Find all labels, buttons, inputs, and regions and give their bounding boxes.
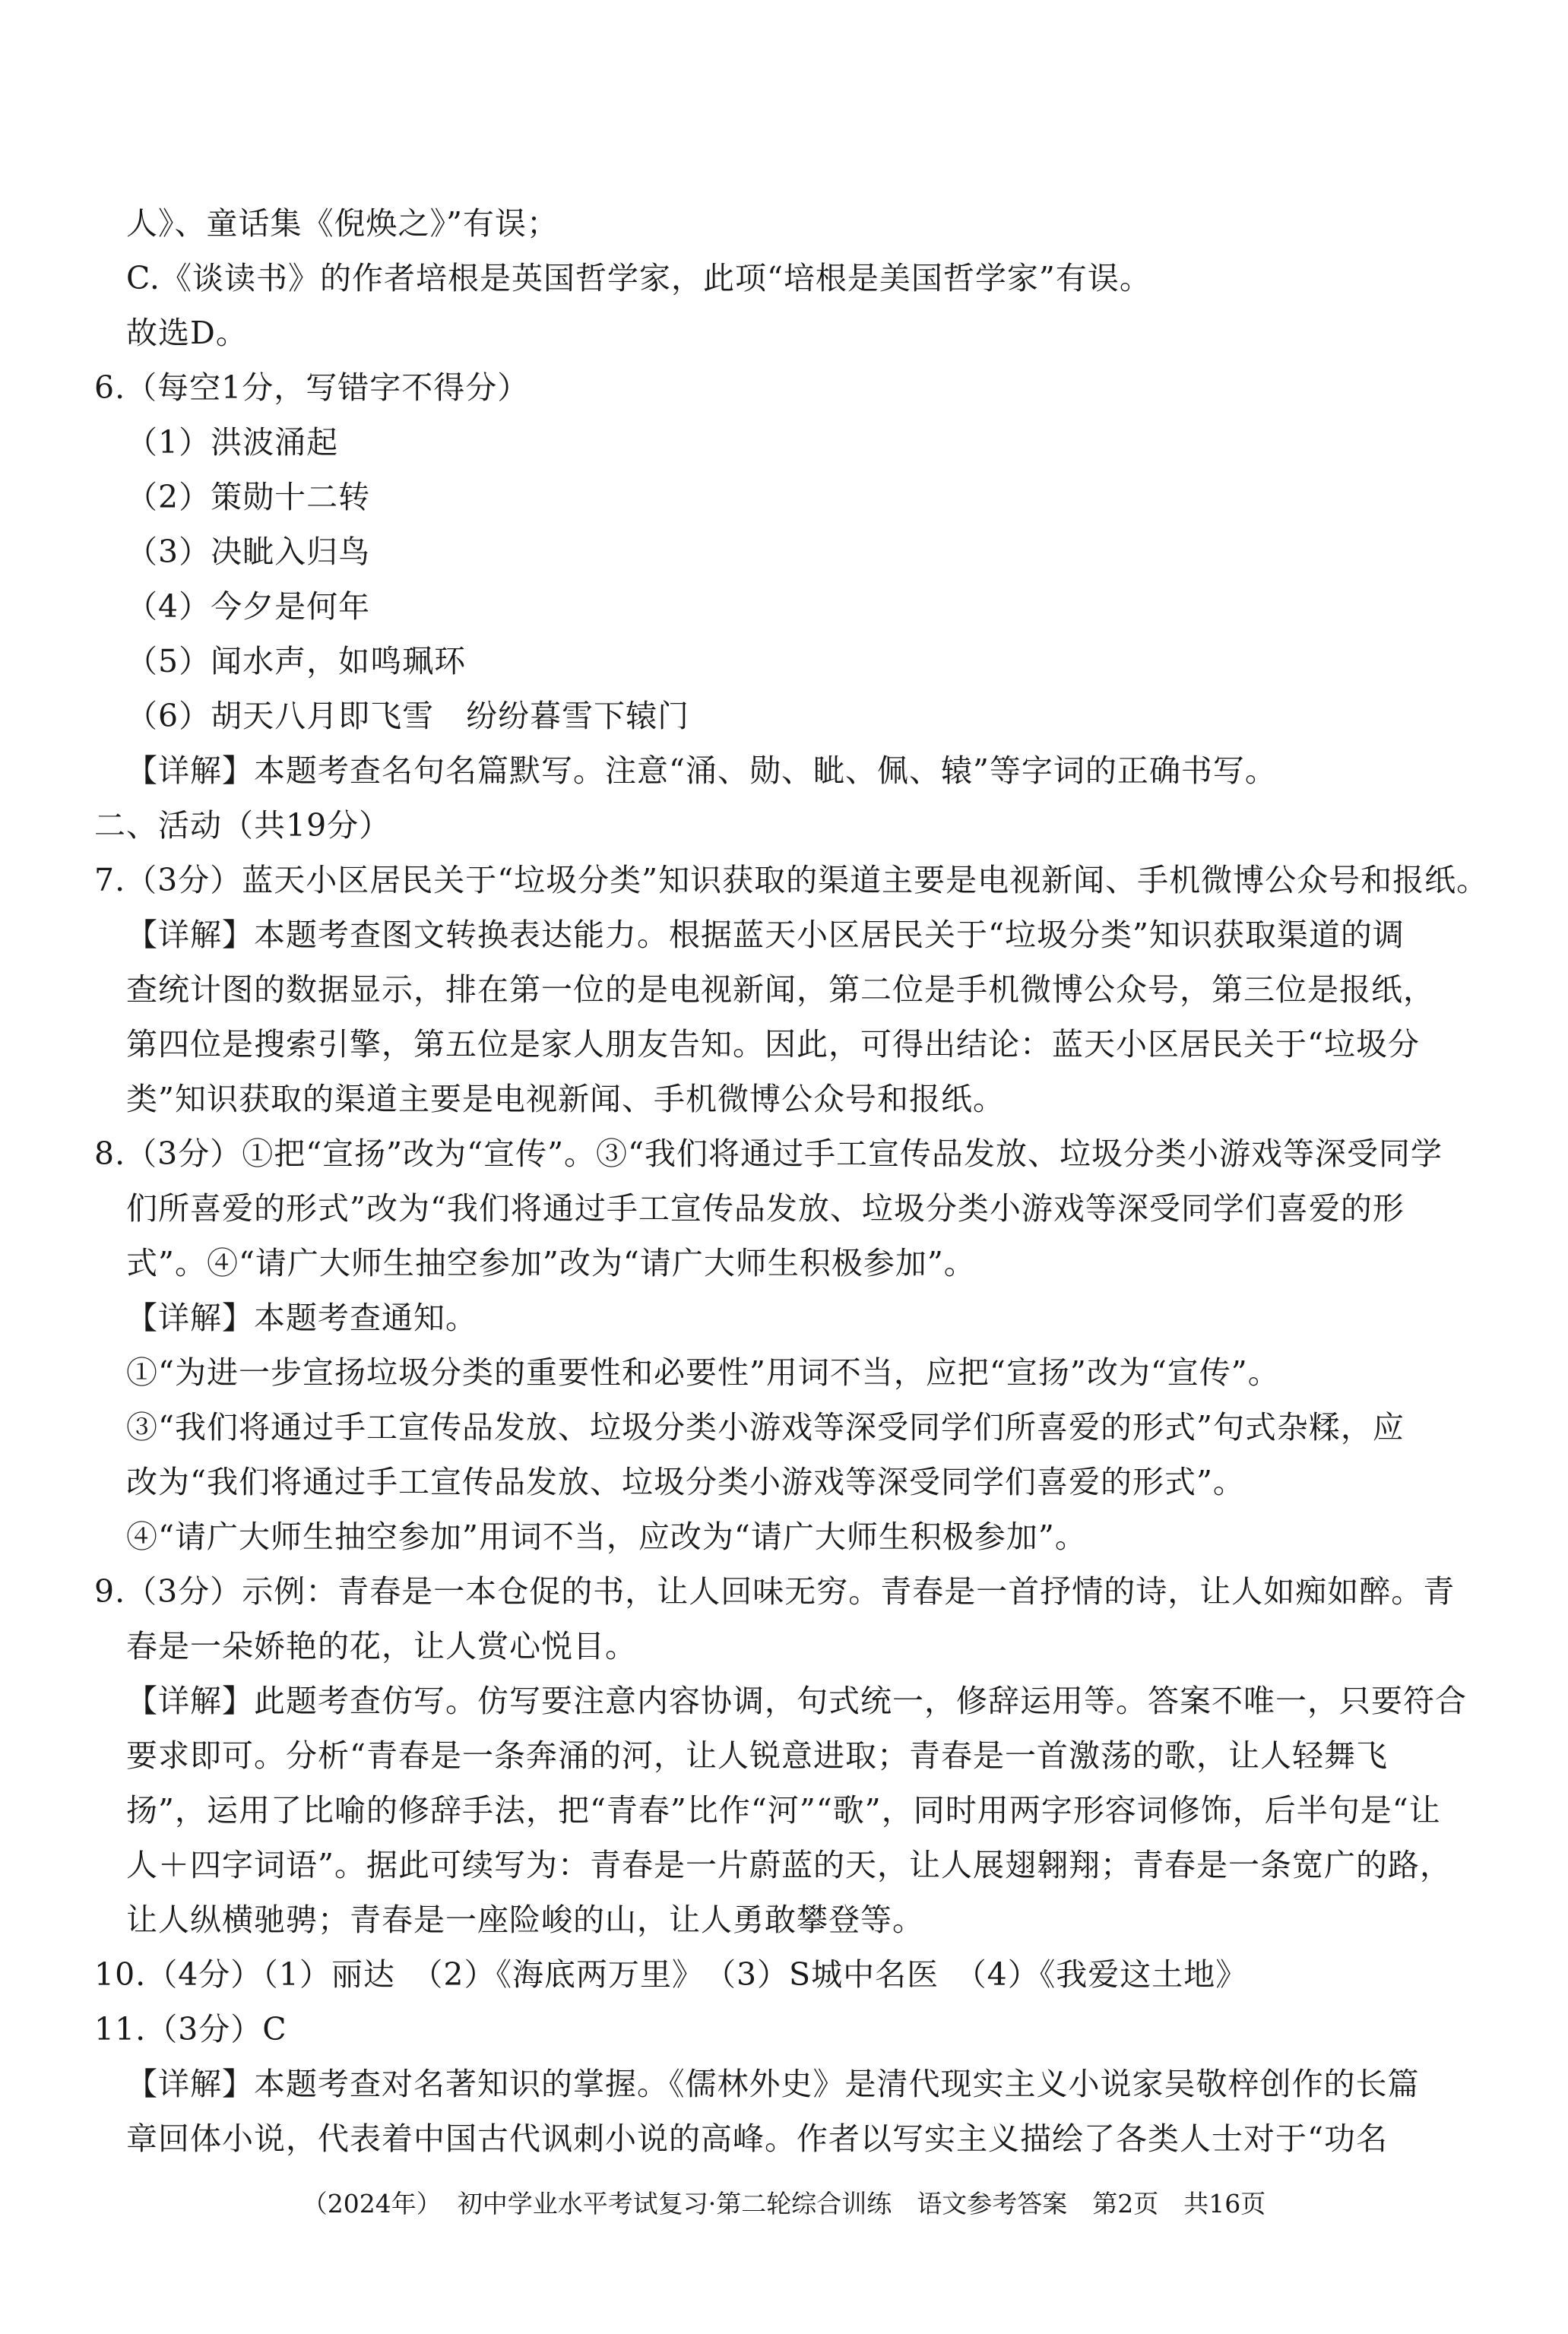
text-line: 第四位是搜索引擎，第五位是家人朋友告知。因此，可得出结论：蓝天小区居民关于“垃圾分 xyxy=(126,1026,1420,1062)
text-line: 【详解】本题考查通知。 xyxy=(126,1300,477,1336)
text-line: （1）洪波涌起 xyxy=(126,424,339,461)
question-6-heading: 6.（每空1分，写错字不得分） xyxy=(94,369,530,406)
text-line: 【详解】本题考查图文转换表达能力。根据蓝天小区居民关于“垃圾分类”知识获取渠道的调 xyxy=(126,917,1405,953)
question-9-heading: 9.（3分）示例：青春是一本仓促的书，让人回味无穷。青春是一首抒情的诗，让人如痴如醉。青 xyxy=(94,1573,1456,1610)
question-10-heading: 10.（4分）（1）丽达 （2）《海底两万里》 （3）S城中名医 （4）《我爱这土地》 xyxy=(94,1956,1248,1993)
question-7-heading: 7.（3分）蓝天小区居民关于“垃圾分类”知识获取的渠道主要是电视新闻、手机微博公众号和报纸。 xyxy=(94,862,1489,898)
text-line: （3）决眦入归鸟 xyxy=(126,534,371,570)
text-line: （6）胡天八月即飞雪 纷纷暮雪下辕门 xyxy=(126,698,690,734)
text-line: 要求即可。分析“青春是一条奔涌的河，让人锐意进取；青春是一首激荡的歌，让人轻舞飞 xyxy=(126,1737,1388,1774)
text-line: （5）闻水声，如鸣珮环 xyxy=(126,643,467,679)
question-11-heading: 11.（3分）C xyxy=(94,2011,287,2047)
text-line: 式”。④“请广大师生抽空参加”改为“请广大师生积极参加”。 xyxy=(126,1245,976,1281)
question-8-heading: 8.（3分）①把“宣扬”改为“宣传”。③“我们将通过手工宣传品发放、垃圾分类小游戏等深受同学 xyxy=(94,1135,1443,1172)
text-line: 让人纵横驰骋；青春是一座险峻的山，让人勇敢攀登等。 xyxy=(126,1902,924,1938)
text-line: ③“我们将通过手工宣传品发放、垃圾分类小游戏等深受同学们所喜爱的形式”句式杂糅，应 xyxy=(126,1409,1405,1446)
text-line: 类”知识获取的渠道主要是电视新闻、手机微博公众号和报纸。 xyxy=(126,1081,1005,1117)
section-heading-activity: 二、活动（共19分） xyxy=(94,807,391,844)
text-line: C.《谈读书》的作者培根是英国哲学家，此项“培根是美国哲学家”有误。 xyxy=(126,260,1151,296)
text-line: 【详解】此题考查仿写。仿写要注意内容协调，句式统一，修辞运用等。答案不唯一，只要符合 xyxy=(126,1683,1467,1719)
page-footer: （2024年） 初中学业水平考试复习·第二轮综合训练 语文参考答案 第2页 共16页 xyxy=(302,2189,1266,2218)
text-line: 【详解】本题考查对名著知识的掌握。《儒林外史》是清代现实主义小说家吴敬梓创作的长篇 xyxy=(126,2066,1420,2102)
text-line: （2）策勋十二转 xyxy=(126,479,371,515)
text-line: 人》、童话集《倪焕之》”有误； xyxy=(126,205,559,242)
text-line: ④“请广大师生抽空参加”用词不当，应改为“请广大师生积极参加”。 xyxy=(126,1519,1087,1555)
text-line: 查统计图的数据显示，排在第一位的是电视新闻，第二位是手机微博公众号，第三位是报纸， xyxy=(126,971,1435,1008)
text-line: 春是一朵娇艳的花，让人赏心悦目。 xyxy=(126,1628,637,1664)
text-line: 章回体小说，代表着中国古代讽刺小说的高峰。作者以写实主义描绘了各类人士对于“功名 xyxy=(126,2120,1388,2157)
text-line: （4）今夕是何年 xyxy=(126,588,371,625)
text-line: 扬”，运用了比喻的修辞手法，把“青春”比作“河”“歌”，同时用两字形容词修饰，后半句是“让 xyxy=(126,1792,1441,1829)
text-line: 改为“我们将通过手工宣传品发放、垃圾分类小游戏等深受同学们喜爱的形式”。 xyxy=(126,1464,1245,1500)
text-line: 们所喜爱的形式”改为“我们将通过手工宣传品发放、垃圾分类小游戏等深受同学们喜爱的形 xyxy=(126,1190,1405,1227)
text-line: ①“为进一步宣扬垃圾分类的重要性和必要性”用词不当，应把“宣扬”改为“宣传”。 xyxy=(126,1354,1280,1391)
text-line: 【详解】本题考查名句名篇默写。注意“涌、勋、眦、佩、辕”等字词的正确书写。 xyxy=(126,752,1277,789)
text-line: 故选D。 xyxy=(126,315,248,351)
text-line: 人＋四字词语”。据此可续写为：青春是一片蔚蓝的天，让人展翅翱翔；青春是一条宽广的路， xyxy=(126,1847,1452,1883)
